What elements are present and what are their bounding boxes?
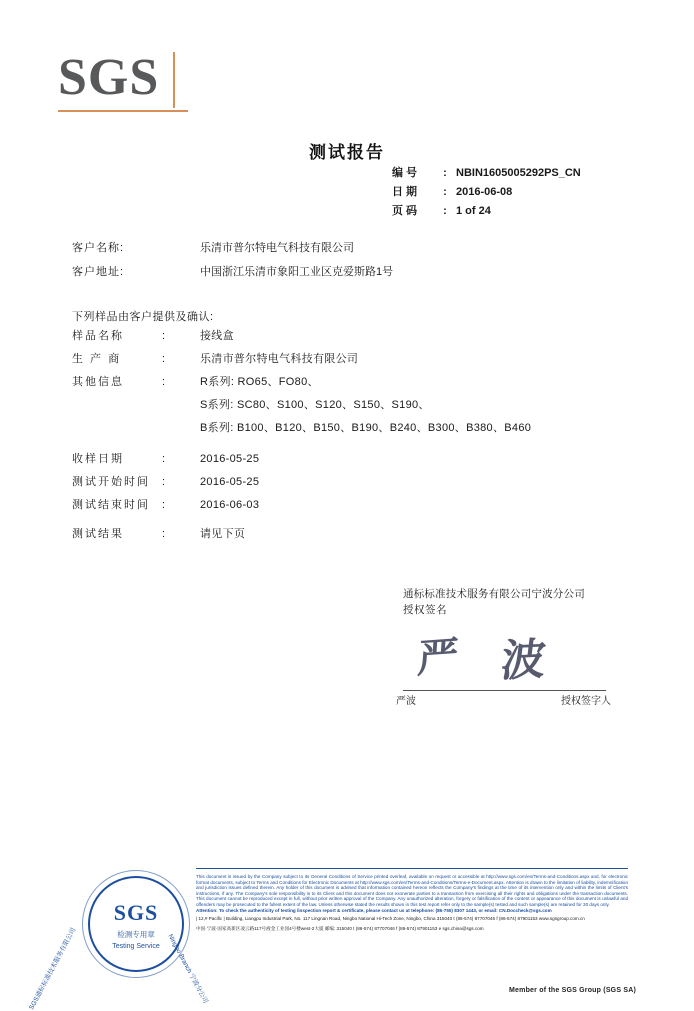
footer-attention-text: Attention: To check the authenticity of testing /inspection report & certificate, please contact us at telephone: (86-755) 8307 1443, or email: CN.Doccheck@sgs.com [196,907,552,913]
info-colon-test-end: : [162,499,166,511]
meta-label-page: 页码 [392,205,420,217]
stamp-sgs-text: SGS [113,900,159,925]
signature-glyph-first: 严 [416,633,460,682]
info-colon-manufacturer: : [162,353,166,365]
signature-company: 通标标准技术服务有限公司宁波分公司 [403,588,585,600]
info-value-received-date: 2016-05-25 [200,453,260,465]
client-address-label: 客户地址: [72,266,125,278]
info-value-test-end: 2016-06-03 [200,499,260,511]
signature-authorized-label: 授权签名 [403,604,447,616]
info-value-test-start: 2016-05-25 [200,476,260,488]
signature-names [396,692,611,707]
info-row-test-end [72,494,632,517]
page-footer [0,868,694,1011]
footer-member-text: Member of the SGS Group (SGS SA) [509,987,636,994]
info-row-manufacturer [72,348,632,371]
sgs-testing-stamp [88,876,184,972]
footer-legal-block [196,874,628,932]
info-label-other-info: 其他信息 [72,376,124,388]
info-value-other-info: R系列: RO65、FO80、 [200,376,319,388]
footer-address-cn: 中国·宁波·国家高新区凌云路117号液金工业园4号楼west-2大厦 邮编: 315040 t (86-574) 87707046 f (86-574) 87901153 e sgs.china@sgs.com [196,925,484,931]
signature-block [403,586,623,618]
info-colon-test-start: : [162,476,166,488]
meta-label-date: 日期 [392,186,420,198]
stamp-chinese-text: 检测专用章 [117,930,155,939]
sample-declaration: 下列样品由客户提供及确认: [72,311,214,323]
info-label-test-end: 测试结束时间 [72,499,150,511]
stamp-english-text: Testing Service [112,943,160,950]
info-colon-sample-name: : [162,330,166,342]
info-value-other-info-line3: B系列: B100、B120、B150、B190、B240、B300、B380、B460 [200,422,532,434]
info-row-test-start [72,471,632,494]
report-meta [392,164,581,221]
signer-role: 授权签字人 [561,696,611,707]
meta-label-number: 编号 [392,167,420,179]
signer-name: 严波 [396,696,416,707]
info-value-manufacturer: 乐清市普尔特电气科技有限公司 [200,353,359,365]
info-colon-test-result: : [162,528,166,540]
client-block [72,236,632,284]
info-label-sample-name: 样品名称 [72,330,124,342]
info-row-sample-name [72,325,632,348]
meta-colon-number: : [443,167,447,179]
info-value-other-info-line2: S系列: SC80、S100、S120、S150、S190、 [200,399,430,411]
sample-info-table [72,325,632,546]
signature-glyph-second: 波 [498,634,549,687]
page-title: 测试报告 [309,143,385,162]
sgs-logo [58,50,188,112]
stamp-arc-left-text: SGS通标标准技术服务有限公司 [28,926,78,1011]
client-name-value: 乐清市普尔特电气科技有限公司 [200,242,354,254]
meta-colon-date: : [443,186,447,198]
logo-vertical-rule [173,52,175,108]
client-address-value: 中国浙江乐清市象阳工业区克爱斯路1号 [200,266,394,278]
client-name-row [72,236,632,260]
info-colon-other-info: : [162,376,166,388]
meta-row-number [392,164,581,183]
info-row-received-date [72,448,632,471]
stamp-arc-right-text: Ningbo Branch 宁波分公司 [166,933,210,1005]
info-colon-received-date: : [162,453,166,465]
info-row-test-result [72,523,632,546]
info-value-sample-name: 接线盒 [200,330,234,342]
signature-rule [403,690,606,691]
info-label-manufacturer: 生 产 商 [72,353,122,365]
info-row-other-info [72,371,632,394]
footer-legal-text: This document is issued by the Company subject to its General Conditions of Service printed overleaf, available on request or accessible at http://www.sgs.com/en/Terms-and-Conditions.aspx and, for electronic format documents, subject to Terms and Conditions for Electronic Documents at http://www.sgs.com/en/Terms-and-Conditions/Terms-e-Document.aspx. Attention is drawn to the limitation of liability, indemnification and jurisdiction issues defined therein. Any holder of this document is advised that information contained hereon reflects the Company's findings at the time of its intervention only and within the limits of Client's instructions, if any. The Company's sole responsibility is to its Client and this document does not exonerate parties to a transaction from exercising all their rights and obligations under the transaction documents. This document cannot be reproduced except in full, without prior written approval of the Company. Any unauthorized alteration, forgery or falsification of the content or appearance of this document is unlawful and offenders may be prosecuted to the fullest extent of the law. Unless otherwise stated the results shown in this test report refer only to the sample(s) tested and such sample(s) are retained for 30 days only. [196,874,628,907]
meta-value-page: 1 of 24 [456,205,491,217]
info-label-received-date: 收样日期 [72,453,124,465]
meta-colon-page: : [443,205,447,217]
sgs-logo-text: SGS [58,49,160,106]
client-name-label: 客户名称: [72,242,125,254]
meta-value-number: NBIN1605005292PS_CN [456,167,581,179]
info-value-test-result: 请见下页 [200,528,246,540]
meta-value-date: 2016-06-08 [456,186,513,198]
info-label-test-result: 测试结果 [72,528,124,540]
client-address-row [72,260,632,284]
meta-row-page [392,202,581,221]
info-label-test-start: 测试开始时间 [72,476,150,488]
meta-row-date [392,183,581,202]
logo-horizontal-rule [58,110,188,112]
footer-divider [196,868,628,869]
handwritten-signature [410,622,610,692]
footer-address-en: | 12,# Pacific | Building, Liangpu Industrial Park, No. 117 Lingnan Road, Ningbo National Hi-Tech Zone, Ningbo, China 315040 t (86-574) 87707046 f (86-574) 87901153 www.sgsgroup.com.cn [196,916,585,922]
